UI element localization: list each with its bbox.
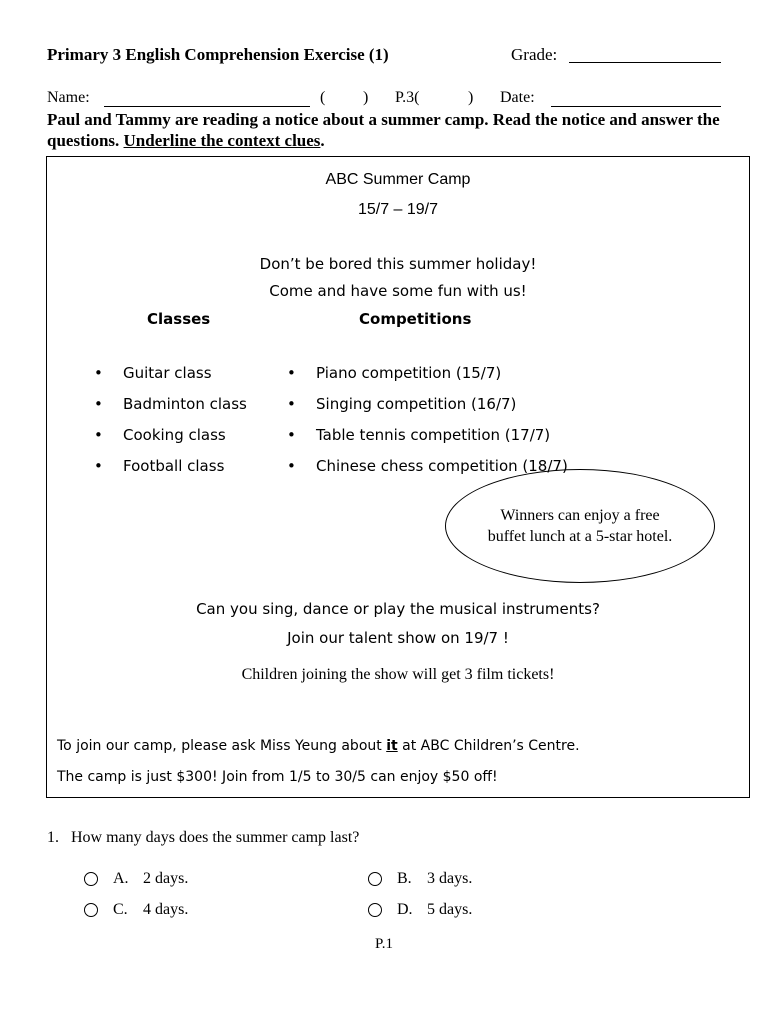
worksheet-title: Primary 3 English Comprehension Exercise (1) [47,45,389,64]
option-text: 5 days. [427,901,473,918]
question-number: 1. [47,829,59,846]
radio-circle-icon[interactable] [84,903,98,917]
date-label: Date: [500,89,535,106]
instructions-underlined: Underline the context clues [123,131,321,150]
competition-item: • Singing competition (16/7) [287,389,568,420]
competition-item: • Table tennis competition (17/7) [287,420,568,451]
prize-text: Winners can enjoy a free buffet lunch at a 5-star hotel. [487,507,673,545]
join-line-1-it: it [386,738,398,754]
option-c[interactable] [84,901,188,919]
option-d[interactable] [368,901,472,919]
class-number-close: ) [363,89,369,106]
instructions-end: . [320,131,325,150]
grade-label: Grade: [511,45,558,64]
competition-item: • Chinese chess competition (18/7) [287,451,568,482]
competitions-heading: Competitions [359,310,472,328]
class-item: • Cooking class [94,420,247,451]
date-field[interactable] [551,106,721,107]
notice-box [46,156,750,798]
competition-item: • Piano competition (15/7) [287,358,568,389]
camp-dates: 15/7 – 19/7 [357,201,439,218]
option-b[interactable] [368,870,472,888]
name-field[interactable] [104,106,310,107]
class-label: P.3( [395,89,420,106]
classes-heading: Classes [147,310,211,328]
talent-line-2: Join our talent show on 19/7 ! [287,629,509,647]
class-label-close: ) [468,89,474,106]
join-line-2: The camp is just $300! Join from 1/5 to 30/5 can enjoy $50 off! [57,769,498,785]
talent-line-1: Can you sing, dance or play the musical instruments? [196,600,600,618]
join-line-1 [57,738,580,754]
option-text: 2 days. [143,870,189,887]
class-item: • Guitar class [94,358,247,389]
option-letter: C. [113,901,128,918]
question-1 [47,829,359,847]
page-number: P.1 [375,936,393,952]
option-text: 4 days. [143,901,189,918]
slogan-line-2: Come and have some fun with us! [269,282,527,300]
option-text: 3 days. [427,870,473,887]
question-text: How many days does the summer camp last? [71,829,360,846]
instructions [47,109,727,151]
grade-field[interactable] [569,62,721,63]
option-letter: D. [397,901,413,918]
radio-circle-icon[interactable] [84,872,98,886]
class-number-open: ( [320,89,326,106]
class-item: • Badminton class [94,389,247,420]
class-item: • Football class [94,451,247,482]
radio-circle-icon[interactable] [368,903,382,917]
radio-circle-icon[interactable] [368,872,382,886]
option-letter: A. [113,870,129,887]
competitions-list [287,358,568,482]
prize-oval [445,469,715,583]
talent-line-3: Children joining the show will get 3 film tickets! [241,666,555,683]
join-line-1-before: To join our camp, please ask Miss Yeung about [57,738,387,754]
option-a[interactable] [84,870,188,888]
instructions-text: Paul and Tammy are reading a notice about a summer camp. Read the notice and answer the questions. [47,110,720,150]
slogan-line-1: Don’t be bored this summer holiday! [259,255,537,273]
join-line-1-after: at ABC Children’s Centre. [397,738,580,754]
name-label: Name: [47,89,90,106]
camp-title: ABC Summer Camp [325,171,471,188]
option-letter: B. [397,870,412,887]
classes-list [94,358,247,482]
